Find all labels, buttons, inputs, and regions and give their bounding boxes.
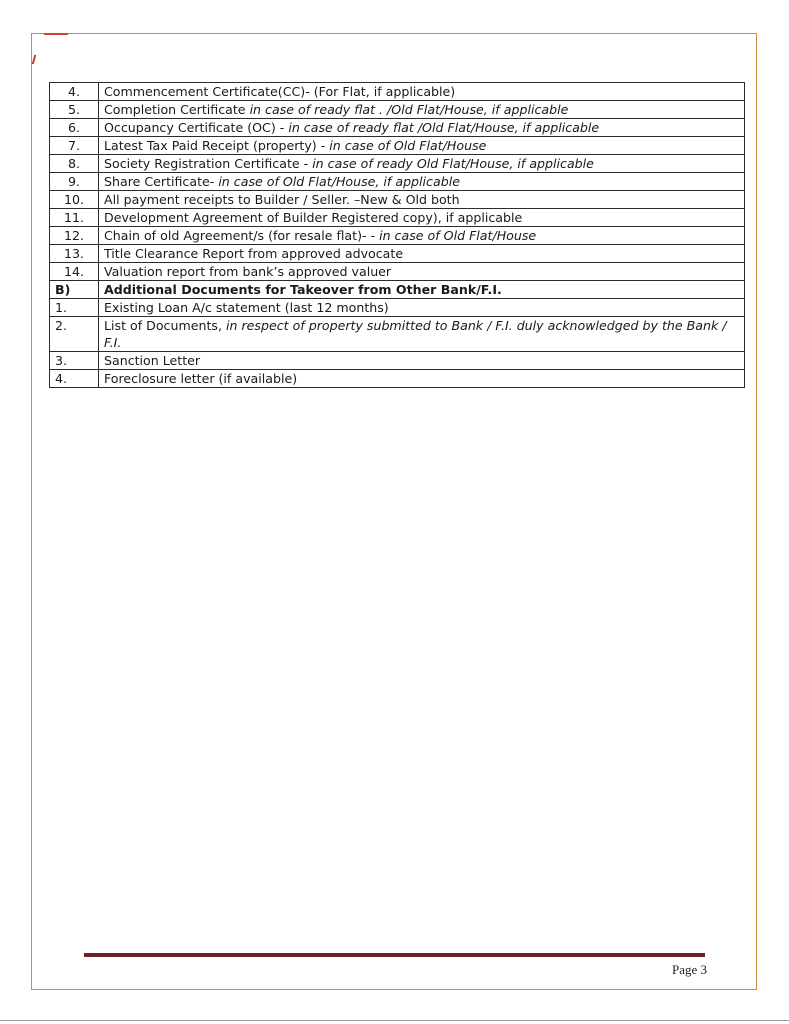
table-row [50,317,745,352]
row-text: Foreclosure letter (if available) [99,370,745,388]
row-number: 6. [50,119,99,137]
table-row [50,352,745,370]
row-text: Occupancy Certificate (OC) - in case of ready flat /Old Flat/House, if applicable [99,119,745,137]
row-text: List of Documents, in respect of property submitted to Bank / F.I. duly acknowledged by the Bank / F.I. [99,317,745,352]
table-row [50,173,745,191]
page-number: Page 3 [671,962,707,977]
section-title: Additional Documents for Takeover from Other Bank/F.I. [99,281,745,299]
row-number: 4. [50,83,99,101]
row-text: Title Clearance Report from approved advocate [99,245,745,263]
row-number: 10. [50,191,99,209]
row-number: 3. [50,352,99,370]
row-number: 8. [50,155,99,173]
section-label: B) [50,281,99,299]
table-row [50,299,745,317]
table-row [50,137,745,155]
table-row [50,83,745,101]
row-number: 9. [50,173,99,191]
table-row [50,209,745,227]
row-text: Chain of old Agreement/s (for resale flat)- - in case of Old Flat/House [99,227,745,245]
row-text: Sanction Letter [99,352,745,370]
table-row [50,119,745,137]
documents-table [49,82,745,388]
row-number: 14. [50,263,99,281]
table-row [50,155,745,173]
row-text: Completion Certificate in case of ready flat . /Old Flat/House, if applicable [99,101,745,119]
row-text: Valuation report from bank’s approved valuer [99,263,745,281]
row-text: All payment receipts to Builder / Seller. –New & Old both [99,191,745,209]
table-row [50,370,745,388]
table-row [50,245,745,263]
row-number: 7. [50,137,99,155]
row-number: 4. [50,370,99,388]
row-text: Commencement Certificate(CC)- (For Flat, if applicable) [99,83,745,101]
row-text: Share Certificate- in case of Old Flat/House, if applicable [99,173,745,191]
row-number: 1. [50,299,99,317]
row-text: Society Registration Certificate - in case of ready Old Flat/House, if applicable [99,155,745,173]
bottom-divider [0,1020,789,1021]
row-number: 11. [50,209,99,227]
table-row [50,191,745,209]
row-number: 12. [50,227,99,245]
row-number: 5. [50,101,99,119]
footer-rule [84,953,705,957]
row-text: Existing Loan A/c statement (last 12 months) [99,299,745,317]
row-number: 13. [50,245,99,263]
table-row [50,227,745,245]
row-number: 2. [50,317,99,352]
row-text: Latest Tax Paid Receipt (property) - in case of Old Flat/House [99,137,745,155]
row-text: Development Agreement of Builder Registered copy), if applicable [99,209,745,227]
section-header-row [50,281,745,299]
table-row [50,263,745,281]
table-row [50,101,745,119]
corner-mark [44,33,68,35]
